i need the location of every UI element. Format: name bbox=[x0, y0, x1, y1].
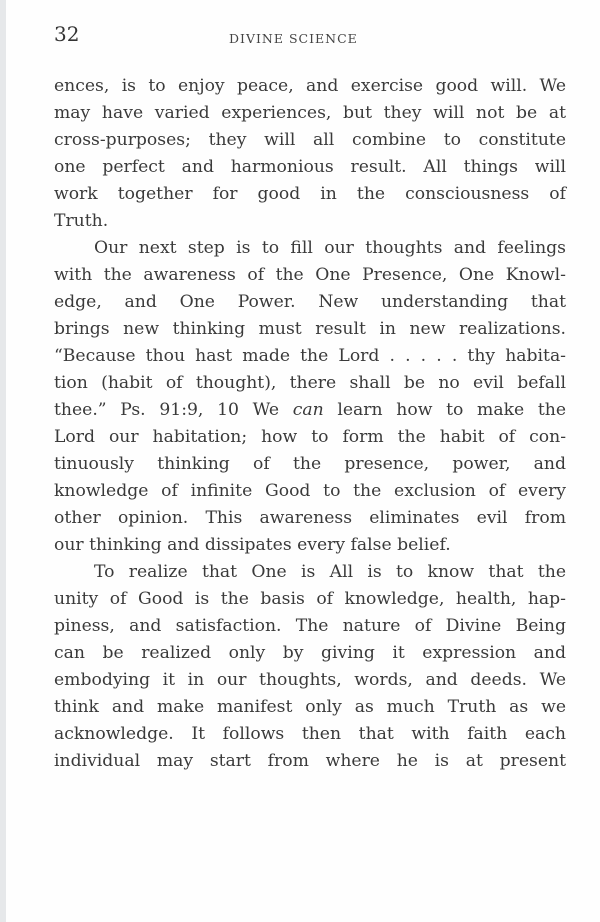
paragraph bbox=[54, 235, 566, 559]
text-line: embodying it in our thoughts, words, and deeds. We bbox=[54, 670, 566, 690]
text-line: one perfect and harmonious result. All things will bbox=[54, 157, 566, 177]
paragraph bbox=[54, 559, 566, 775]
text-line: can be realized only by giving it expression and bbox=[54, 643, 566, 663]
text-segment: thee.” Ps. 91:9, 10 We bbox=[54, 400, 280, 420]
text-line: individual may start from where he is at present bbox=[54, 751, 566, 771]
page-number: 32 bbox=[54, 22, 80, 46]
emphasized-word: can bbox=[292, 400, 324, 420]
text-line: piness, and satisfaction. The nature of Divine Being bbox=[54, 616, 566, 636]
text-line: acknowledge. It follows then that with faith each bbox=[54, 724, 566, 744]
paragraph bbox=[54, 73, 566, 235]
text-line: our thinking and dissipates every false belief. bbox=[54, 535, 451, 555]
text-line: tinuously thinking of the presence, power, and bbox=[54, 454, 566, 474]
text-line: unity of Good is the basis of knowledge, health, hap- bbox=[54, 589, 566, 609]
body-text bbox=[54, 73, 566, 775]
text-line: work together for good in the consciousness of bbox=[54, 184, 566, 204]
text-line: with the awareness of the One Presence, One Knowl- bbox=[54, 265, 566, 285]
running-title: DIVINE SCIENCE bbox=[229, 31, 358, 46]
text-line: knowledge of infinite Good to the exclusion of every bbox=[54, 481, 566, 501]
text-line: Truth. bbox=[54, 211, 109, 231]
text-line: brings new thinking must result in new realizations. bbox=[54, 319, 566, 339]
text-line: tion (habit of thought), there shall be no evil befall bbox=[54, 373, 566, 393]
text-line: Our next step is to fill our thoughts and feelings bbox=[94, 238, 566, 258]
running-head bbox=[54, 22, 564, 52]
text-line: “Because thou hast made the Lord . . . . . thy habita- bbox=[54, 346, 566, 366]
text-line: edge, and One Power. New understanding that bbox=[54, 292, 566, 312]
text-line-with-emphasis bbox=[54, 397, 566, 424]
text-line: may have varied experiences, but they will not be at bbox=[54, 103, 566, 123]
text-line: cross-purposes; they will all combine to constitute bbox=[54, 130, 566, 150]
text-line: Lord our habitation; how to form the habit of con- bbox=[54, 427, 566, 447]
text-line: To realize that One is All is to know that the bbox=[94, 562, 566, 582]
text-line: other opinion. This awareness eliminates evil from bbox=[54, 508, 566, 528]
text-line: ences, is to enjoy peace, and exercise good will. We bbox=[54, 76, 566, 96]
text-line: think and make manifest only as much Truth as we bbox=[54, 697, 566, 717]
text-segment: learn how to make the bbox=[337, 400, 566, 420]
